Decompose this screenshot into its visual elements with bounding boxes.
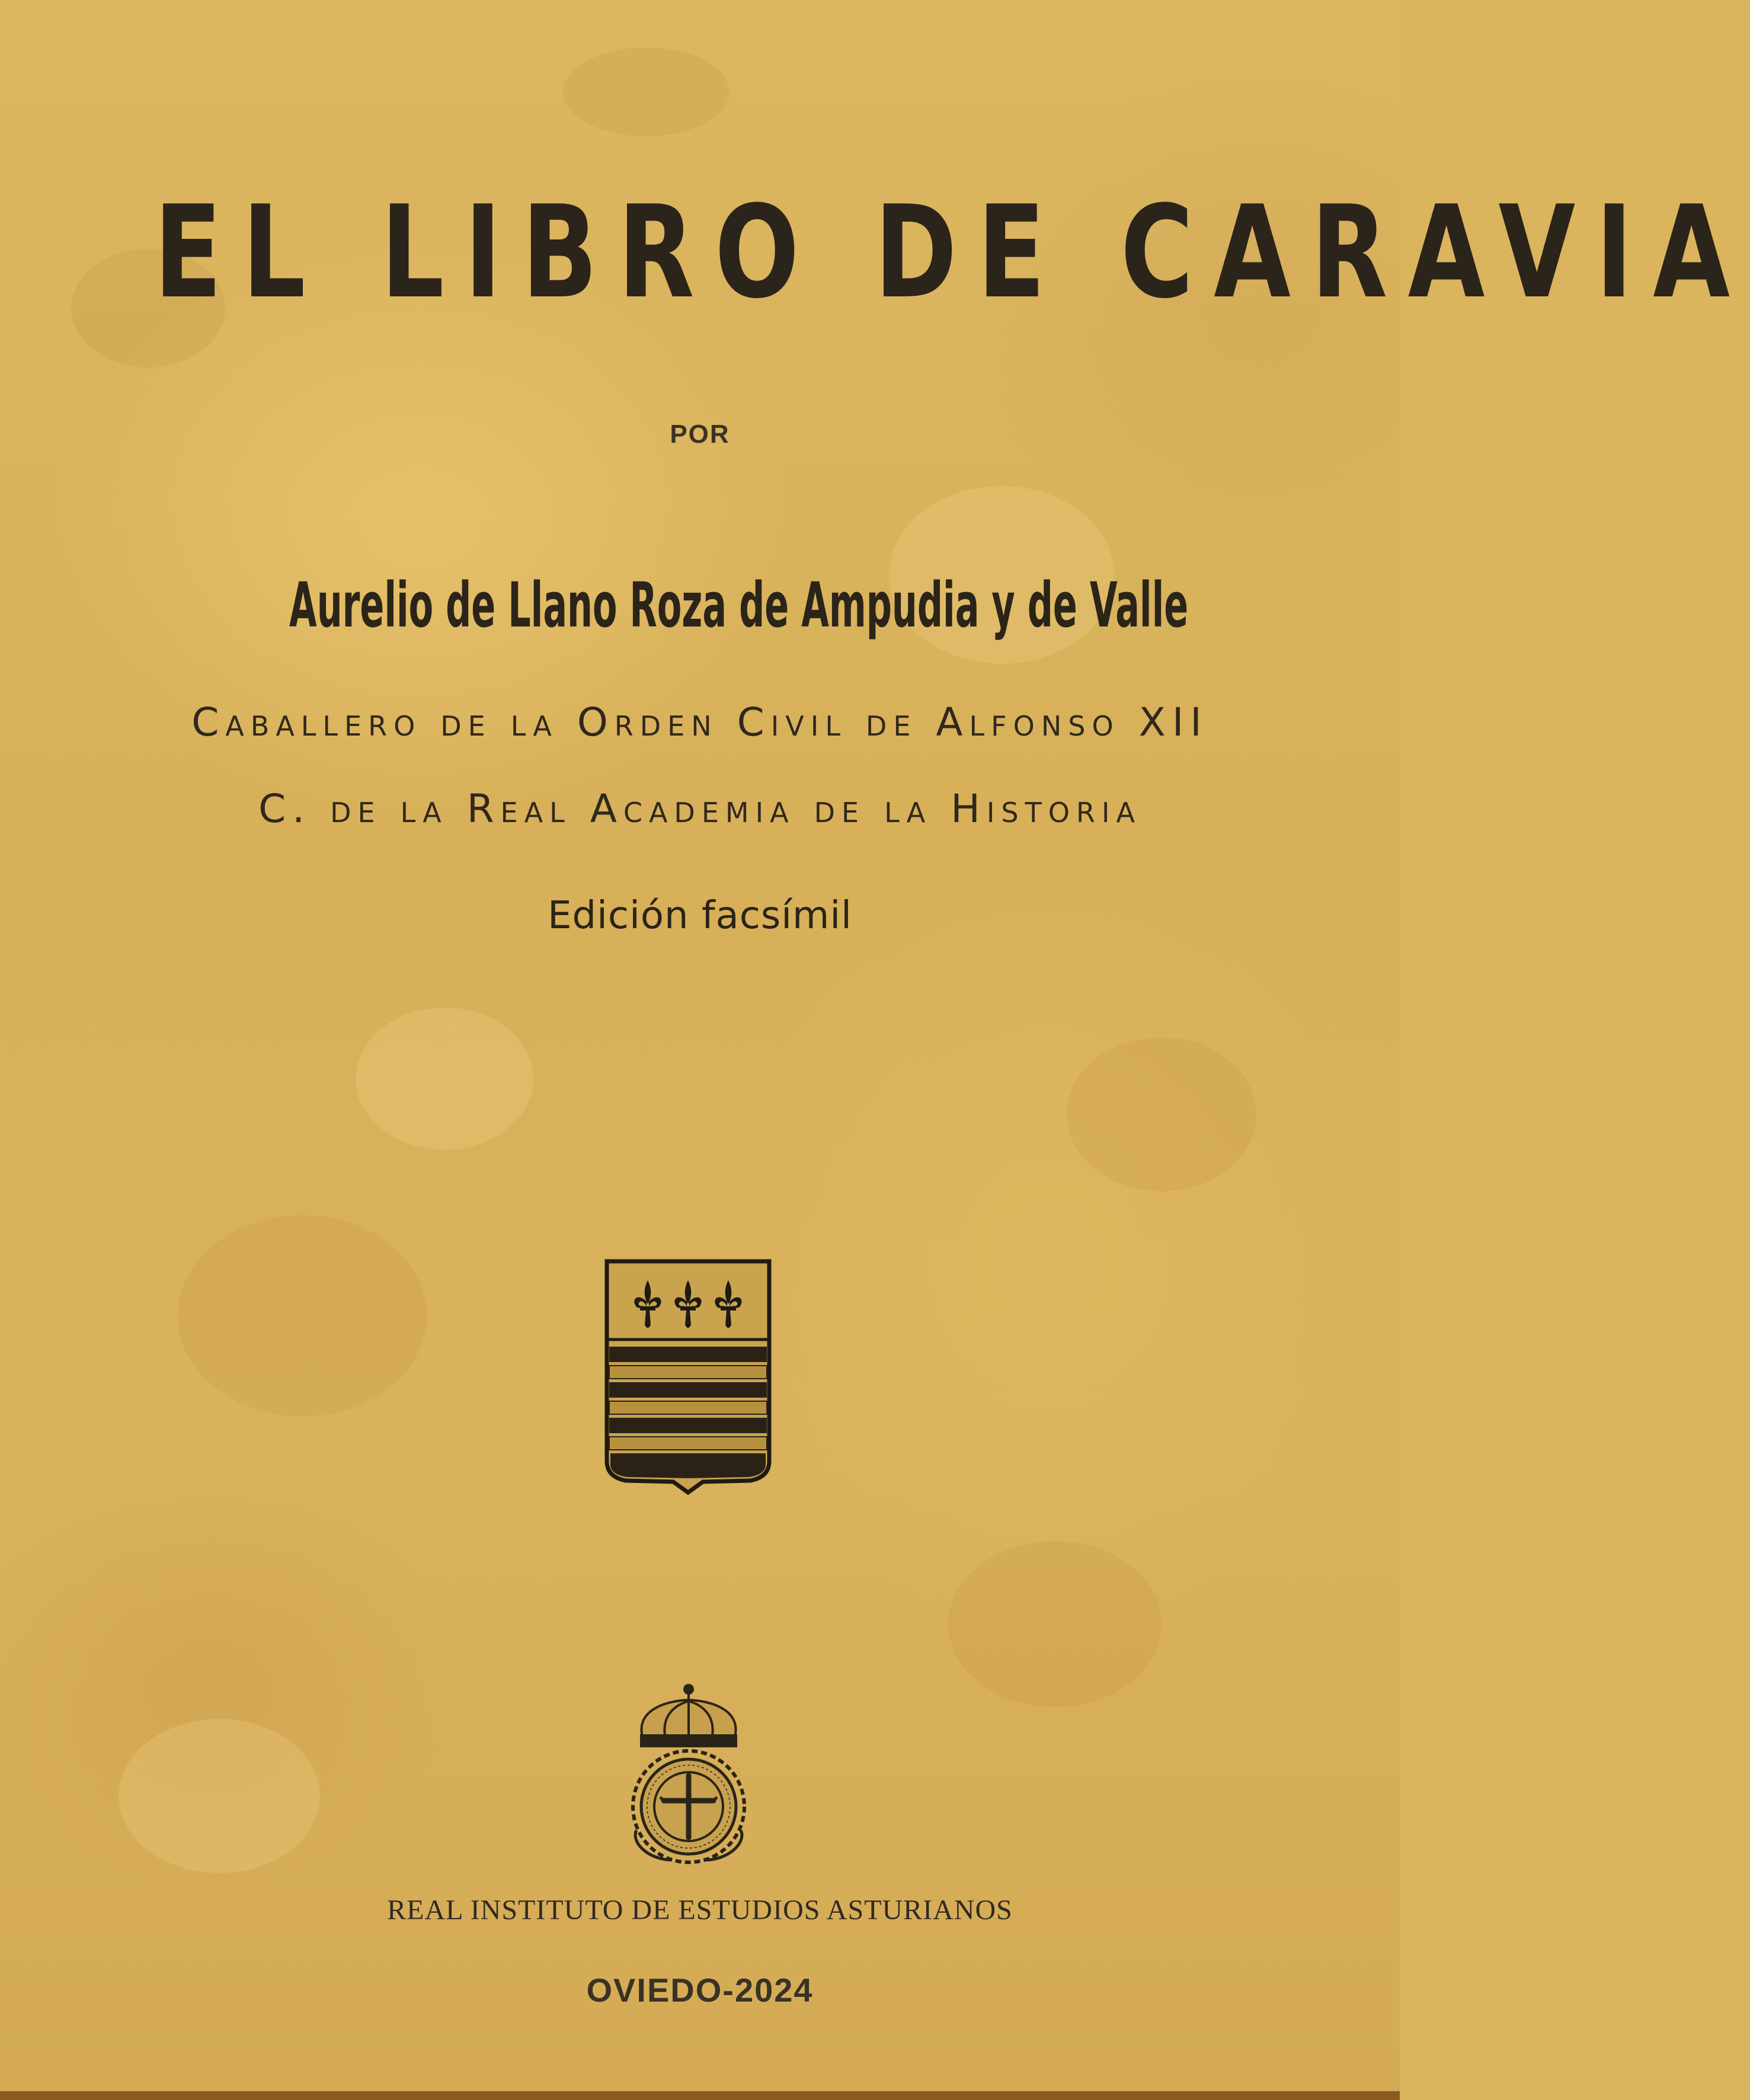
seal-ring [633,1751,744,1862]
crown-icon [641,1685,736,1746]
paper-stain [1067,1037,1256,1191]
coat-of-arms-icon [602,1257,774,1494]
author-honor-1: Caballero de la Orden Civil de Alfonso XII [191,699,1208,745]
author-name: Aurelio de Llano Roza de Ampudia y de Valle [289,569,1189,641]
paper-stain [119,1719,320,1873]
cover-bottom-edge [0,2091,1400,2100]
book-title: EL LIBRO DE CARAVIA [153,178,1750,327]
paper-stain [356,1008,533,1150]
paper-stain [563,47,729,136]
institute-seal-icon [613,1682,764,1869]
publisher-name: REAL INSTITUTO DE ESTUDIOS ASTURIANOS [387,1894,1013,1926]
publication-place-year: OVIEDO-2024 [586,1971,814,2009]
paper-stain [948,1541,1162,1707]
shield-bands [609,1347,767,1478]
edition-label: Edición facsímil [548,894,852,938]
paper-stain [178,1215,427,1417]
by-label: POR [670,420,730,449]
author-honor-2: C. de la Real Academia de la Historia [258,786,1141,832]
